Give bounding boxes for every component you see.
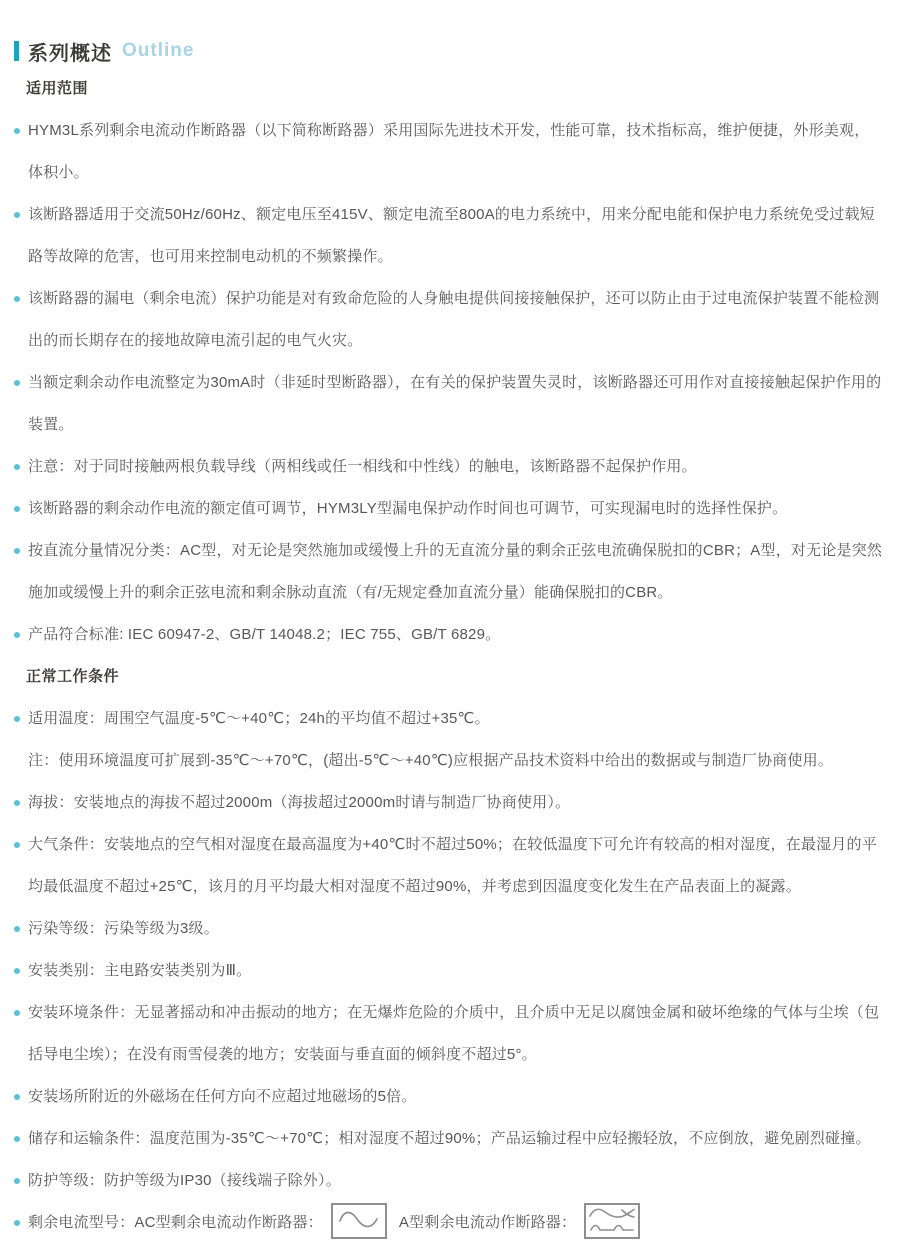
item-text: 该断路器的剩余动作电流的额定值可调节，HYM3LY型漏电保护动作时间也可调节，可实现漏电时的选择性保护。 xyxy=(28,500,788,517)
bullet-dot-icon xyxy=(14,926,20,932)
section-heading: 适用范围 xyxy=(26,80,89,97)
list-item xyxy=(0,908,884,950)
a-pulsating-wave-icon xyxy=(584,1203,640,1239)
list-item xyxy=(0,1160,884,1202)
bullet-dot-icon xyxy=(14,1010,20,1016)
bullet-dot-icon xyxy=(14,800,20,806)
list-item xyxy=(0,614,884,656)
bullet-dot-icon xyxy=(14,1178,20,1184)
list-item xyxy=(0,530,884,614)
list-item xyxy=(0,698,884,740)
bullet-dot-icon xyxy=(14,296,20,302)
list-item xyxy=(0,950,884,992)
item-text: 安装场所附近的外磁场在任何方向不应超过地磁场的5倍。 xyxy=(28,1088,417,1105)
item-text: A型剩余电流动作断路器： xyxy=(398,1214,577,1231)
list-item xyxy=(0,194,884,278)
item-text: 大气条件：安装地点的空气相对湿度在最高温度为+40℃时不超过50%；在较低温度下可允许有较高的相对湿度，在最湿月的平均最低温度不超过+25℃，该月的月平均最大相对湿度不超过90%，并考虑到因温度变化发生在产品表面上的凝露。 xyxy=(28,836,877,895)
item-text: 海拔：安装地点的海拔不超过2000m（海拔超过2000m时请与制造厂协商使用）。 xyxy=(28,794,571,811)
page-header xyxy=(0,0,900,64)
bullet-dot-icon xyxy=(14,1094,20,1100)
list-item xyxy=(0,1202,884,1244)
item-text: 按直流分量情况分类：AC型，对无论是突然施加或缓慢上升的无直流分量的剩余正弦电流确保脱扣的CBR；A型，对无论是突然施加或缓慢上升的剩余正弦电流和剩余脉动直流（有/无规定叠加直流分量）能确保脱扣的CBR。 xyxy=(28,542,883,601)
bullet-dot-icon xyxy=(14,128,20,134)
item-text: 注意：对于同时接触两根负载导线（两相线或任一相线和中性线）的触电，该断路器不起保护作用。 xyxy=(28,458,697,475)
section-heading: 正常工作条件 xyxy=(26,668,120,685)
item-text: 安装环境条件：无显著摇动和冲击振动的地方；在无爆炸危险的介质中，且介质中无足以腐蚀金属和破坏绝缘的气体与尘埃（包括导电尘埃）；在没有雨雪侵袭的地方；安装面与垂直面的倾斜度不超过5°。 xyxy=(28,1004,880,1063)
list-item xyxy=(0,824,884,908)
item-text: 安装类别：主电路安装类别为Ⅲ。 xyxy=(28,962,252,979)
list-item xyxy=(0,1076,884,1118)
accent-bar-icon xyxy=(14,41,19,61)
bullet-dot-icon xyxy=(14,968,20,974)
bullet-dot-icon xyxy=(14,1220,20,1226)
item-text: 污染等级：污染等级为3级。 xyxy=(28,920,219,937)
item-text: 剩余电流型号：AC型剩余电流动作断路器： xyxy=(28,1214,323,1231)
bullet-dot-icon xyxy=(14,632,20,638)
bullet-dot-icon xyxy=(14,380,20,386)
item-text: 注：使用环境温度可扩展到-35℃～+70℃，(超出-5℃～+40℃)应根据产品技术资料中给出的数据或与制造厂协商使用。 xyxy=(28,752,834,769)
item-text: HYM3L系列剩余电流动作断路器（以下简称断路器）采用国际先进技术开发，性能可靠，技术指标高，维护便捷，外形美观，体积小。 xyxy=(28,122,870,181)
bullet-dot-icon xyxy=(14,212,20,218)
item-text: 当额定剩余动作电流整定为30mA时（非延时型断路器），在有关的保护装置失灵时，该断路器还可用作对直接接触起保护作用的装置。 xyxy=(28,374,882,433)
list-item xyxy=(0,446,884,488)
bullet-dot-icon xyxy=(14,842,20,848)
list-item xyxy=(0,278,884,362)
bullet-dot-icon xyxy=(14,716,20,722)
list-item xyxy=(0,1118,884,1160)
page-title: 系列概述 xyxy=(28,42,112,65)
item-text: 该断路器的漏电（剩余电流）保护功能是对有致命危险的人身触电提供间接接触保护，还可以防止由于过电流保护装置不能检测出的而长期存在的接地故障电流引起的电气火灾。 xyxy=(28,290,880,349)
page-title-en: Outline xyxy=(122,40,195,61)
item-text: 储存和运输条件：温度范围为-35℃～+70℃；相对湿度不超过90%；产品运输过程中应轻搬轻放，不应倒放，避免剧烈碰撞。 xyxy=(28,1130,871,1147)
note-line xyxy=(0,740,884,782)
list-item xyxy=(0,110,884,194)
item-text: 适用温度：周围空气温度-5℃～+40℃；24h的平均值不超过+35℃。 xyxy=(28,710,490,727)
item-text: 防护等级：防护等级为IP30（接线端子除外）。 xyxy=(28,1172,341,1189)
list-item xyxy=(0,782,884,824)
list-item xyxy=(0,992,884,1076)
ac-sine-wave-icon xyxy=(331,1203,387,1239)
content xyxy=(0,64,900,1244)
bullet-dot-icon xyxy=(14,548,20,554)
list-item xyxy=(0,362,884,446)
list-item xyxy=(0,488,884,530)
bullet-dot-icon xyxy=(14,464,20,470)
bullet-dot-icon xyxy=(14,1136,20,1142)
bullet-dot-icon xyxy=(14,506,20,512)
item-text: 产品符合标准: IEC 60947-2、GB/T 14048.2；IEC 755、GB/T 6829。 xyxy=(28,626,501,643)
item-text: 该断路器适用于交流50Hz/60Hz、额定电压至415V、额定电流至800A的电力系统中，用来分配电能和保护电力系统免受过载短路等故障的危害，也可用来控制电动机的不频繁操作。 xyxy=(28,206,875,265)
